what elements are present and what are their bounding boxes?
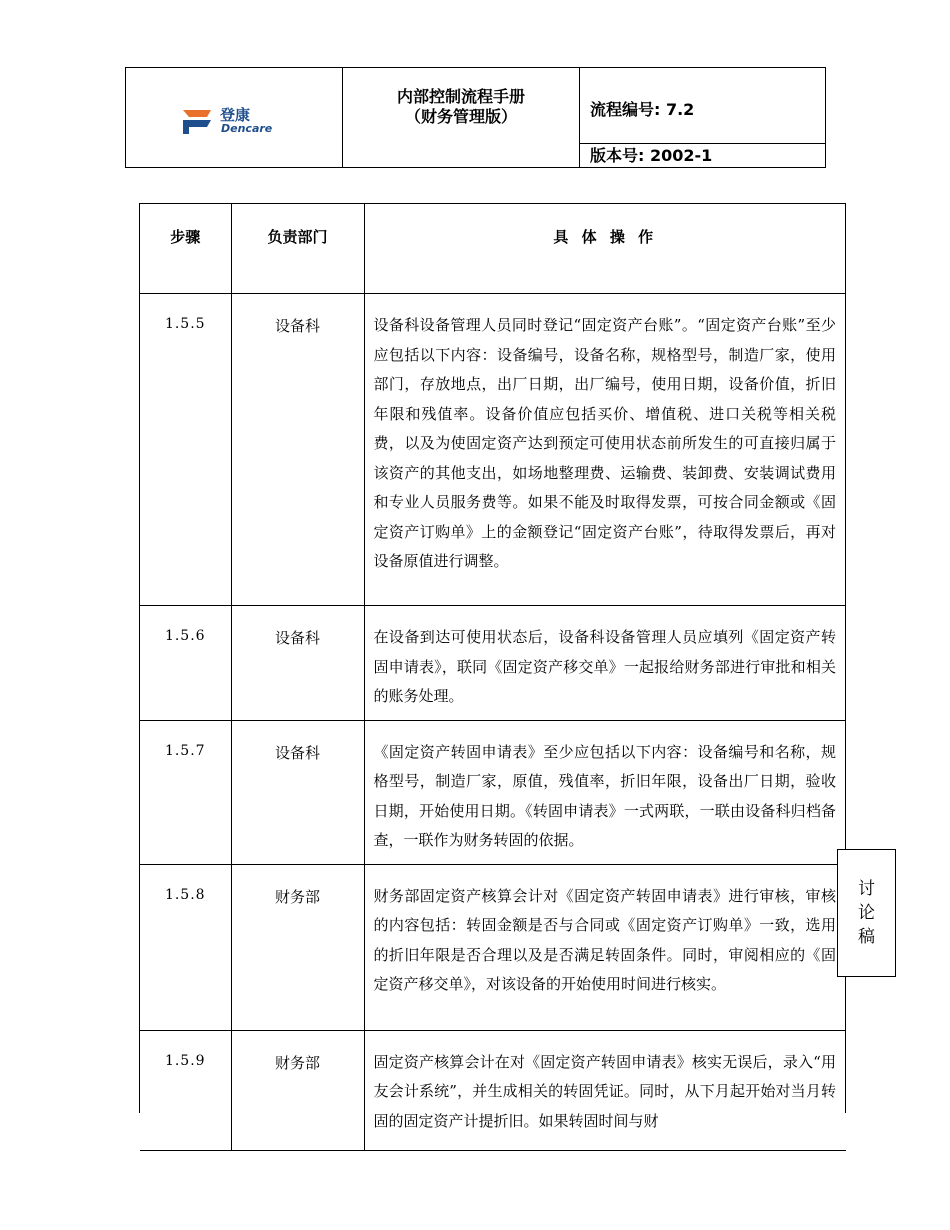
title-line-1: 内部控制流程手册 — [396, 87, 525, 106]
table-row — [140, 294, 846, 606]
company-logo — [181, 104, 276, 138]
table-row — [140, 1030, 846, 1150]
col-header-step: 步骤 — [140, 204, 231, 294]
department: 设备科 — [231, 720, 364, 864]
step-number: 1.5.7 — [140, 720, 231, 864]
logo-mark-icon — [181, 106, 217, 136]
table-header-row — [140, 204, 846, 294]
department: 设备科 — [231, 294, 364, 606]
process-number: 流程编号: 7.2 — [580, 68, 825, 144]
title-line-2: （财务管理版） — [404, 107, 517, 126]
logo-subtext: Dencare — [221, 122, 273, 135]
step-number: 1.5.8 — [140, 864, 231, 1030]
logo-cell — [126, 68, 343, 167]
col-header-dept: 负责部门 — [231, 204, 364, 294]
version-number: 版本号: 2002-1 — [590, 146, 713, 165]
document-header — [125, 67, 826, 168]
department: 财务部 — [231, 864, 364, 1030]
draft-note-text: 讨论稿 — [858, 879, 875, 947]
step-number: 1.5.9 — [140, 1030, 231, 1150]
steps-table — [140, 204, 846, 1151]
step-number: 1.5.6 — [140, 606, 231, 721]
operation-text: 在设备到达可使用状态后，设备科设备管理人员应填列《固定资产转固申请表》，联同《固定资产移交单》一起报给财务部进行审批和相关的账务处理。 — [364, 606, 846, 721]
table-row — [140, 720, 846, 864]
operation-text: 《固定资产转固申请表》至少应包括以下内容：设备编号和名称，规格型号，制造厂家，原值，残值率，折旧年限，设备出厂日期，验收日期，开始使用日期。《转固申请表》一式两联，一联由设备科归档备查，一联作为财务转固的依据。 — [364, 720, 846, 864]
table-row — [140, 864, 846, 1030]
draft-note — [837, 849, 896, 977]
operation-text: 固定资产核算会计在对《固定资产转固申请表》核实无误后，录入“用友会计系统”，并生成相关的转固凭证。同时，从下月起开始对当月转固的固定资产计提折旧。如果转固时间与财 — [364, 1030, 846, 1150]
step-number: 1.5.5 — [140, 294, 231, 606]
operation-text: 财务部固定资产核算会计对《固定资产转固申请表》进行审核，审核的内容包括：转固金额是否与合同或《固定资产订购单》一致，选用的折旧年限是否合理以及是否满足转固条件。同时，审阅相应的《固定资产移交单》，对该设备的开始使用时间进行核实。 — [364, 864, 846, 1030]
logo-text: 登康 — [220, 106, 251, 124]
department: 设备科 — [231, 606, 364, 721]
manual-title — [343, 68, 580, 167]
department: 财务部 — [231, 1030, 364, 1150]
steps-table-container — [139, 203, 846, 1130]
col-header-operation: 具 体 操 作 — [364, 204, 846, 294]
operation-text: 设备科设备管理人员同时登记“固定资产台账”。“固定资产台账”至少应包括以下内容：设备编号，设备名称，规格型号，制造厂家，使用部门，存放地点，出厂日期，出厂编号，使用日期，设备价值，折旧年限和残值率。设备价值应包括买价、增值税、进口关税等相关税费，以及为使固定资产达到预定可使用状态前所发生的可直接归属于该资产的其他支出，如场地整理费、运输费、装卸费、安装调试费用和专业人员服务费等。如果不能及时取得发票，可按合同金额或《固定资产订购单》上的金额登记“固定资产台账”，待取得发票后，再对设备原值进行调整。 — [364, 294, 846, 606]
table-row — [140, 606, 846, 721]
